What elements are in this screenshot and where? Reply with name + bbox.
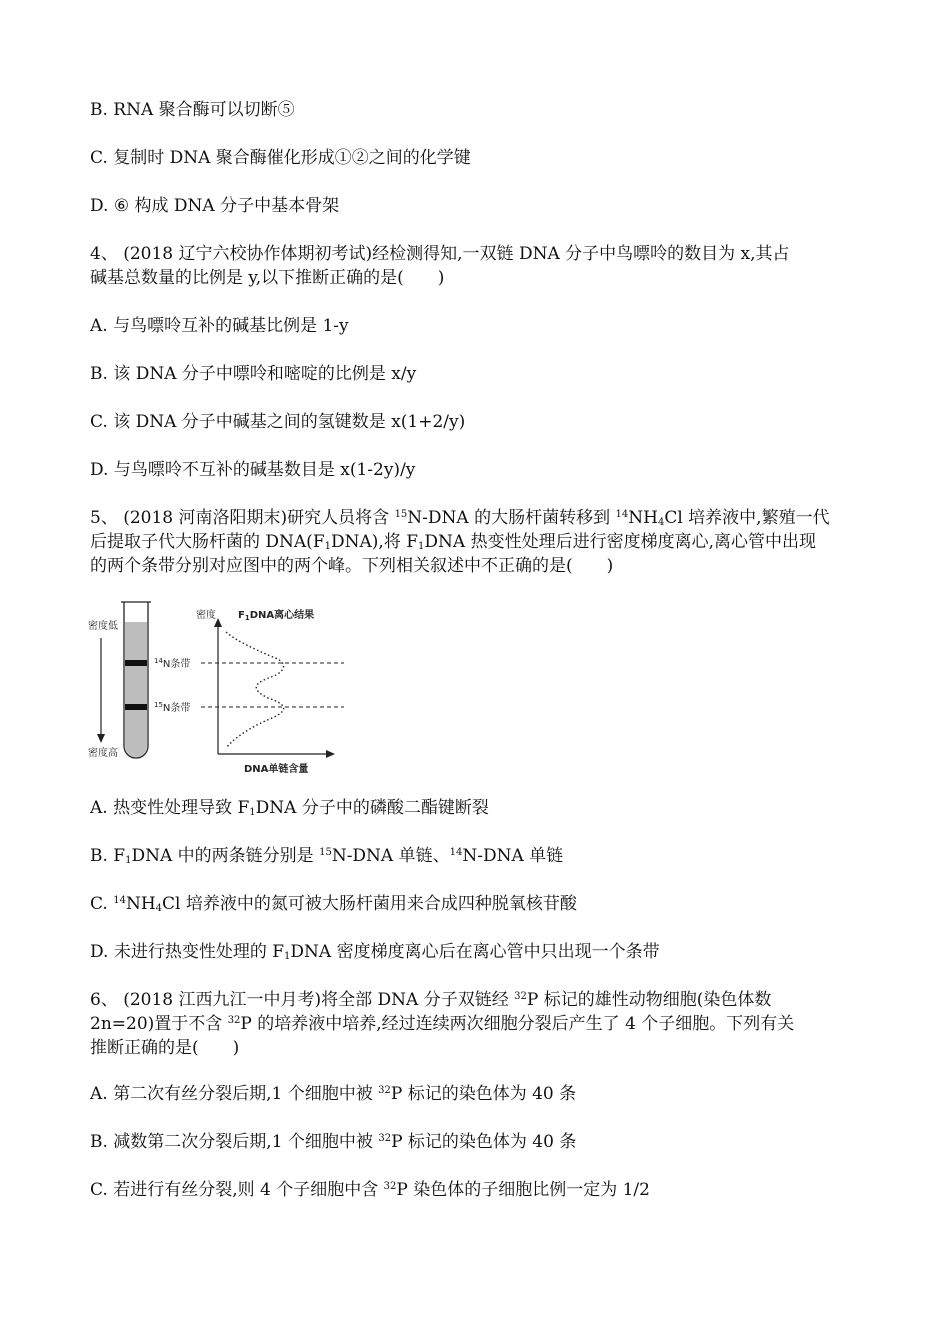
q5-option-b: B. $F_1DNA$ 中的两条链分别是 $^{15}$N-DNA 单链、$^{14}$N-DNA 单链 [90,846,564,866]
band-15n [125,704,147,710]
q5-stem-line-3: 的两个条带分别对应图中的两个峰。下列相关叙述中不正确的是( ) [90,556,614,576]
x-axis-arrow [326,750,335,758]
q4-option-a: A. 与鸟嘌呤互补的碱基比例是 1-y [90,316,349,336]
centrifuge-figure [88,596,358,780]
q4-stem [90,242,870,290]
band-15n-label: $^{15}$N条带 [154,701,191,714]
q6-stem [90,988,870,1060]
centrifuge-diagram [88,596,358,780]
density-axis-label: 密度 [196,610,216,621]
q5-stem-line-2: 后提取子代大肠杆菌的 $DNA(F_1DNA)$,将 $F_1DNA$ 热变性处理后进行密度梯度离心,离心管中出现 [90,532,816,552]
q5-stem-line-1: 5、 (2018 河南洛阳期末)研究人员将含 $^{15}$N-DNA 的大肠杆菌转移到 $^{14}NH_4Cl$ 培养液中,繁殖一代 [90,508,830,528]
density-arrow-head [97,734,105,743]
q6-option-b: B. 减数第二次分裂后期,1 个细胞中被 $^{32}$P 标记的染色体为 40 条 [90,1132,577,1152]
q6-stem-line-1: 6、 (2018 江西九江一中月考)将全部 DNA 分子双链经 $^{32}$P 标记的雄性动物细胞(染色体数 [90,990,772,1010]
x-axis-label: DNA单链含量 [244,764,309,775]
q4-stem-line-2: 碱基总数量的比例是 y,以下推断正确的是( ) [90,268,445,288]
q6-option-c: C. 若进行有丝分裂,则 4 个子细胞中含 $^{32}$P 染色体的子细胞比例一定为 1/2 [90,1180,650,1200]
q6-stem-line-2: 2n=20)置于不含 $^{32}$P 的培养液中培养,经过连续两次细胞分裂后产生了 4 个子细胞。下列有关 [90,1014,795,1034]
figure-title: $F_1DNA$离心结果 [238,610,315,622]
q3-option-c: C. 复制时 DNA 聚合酶催化形成①②之间的化学键 [90,148,471,168]
q6-stem-line-3: 推断正确的是( ) [90,1038,240,1058]
q5-option-c: C. $^{14}NH_4Cl$ 培养液中的氮可被大肠杆菌用来合成四种脱氧核苷酸 [90,894,577,914]
high-density-label: 密度高 [88,748,118,759]
q6-option-a: A. 第二次有丝分裂后期,1 个细胞中被 $^{32}$P 标记的染色体为 40 条 [90,1084,577,1104]
q3-option-b: B. RNA 聚合酶可以切断⑤ [90,100,295,120]
q3-option-d: D. ⑥ 构成 DNA 分子中基本骨架 [90,196,340,216]
distribution-curve [226,632,284,748]
q4-stem-line-1: 4、 (2018 辽宁六校协作体期初考试)经检测得知,一双链 DNA 分子中鸟嘌呤的数目为 x,其占 [90,244,790,264]
q4-option-b: B. 该 DNA 分子中嘌呤和嘧啶的比例是 x/y [90,364,417,384]
band-14n [125,660,147,666]
tube-liquid [125,622,147,757]
q5-option-a: A. 热变性处理导致 $F_1DNA$ 分子中的磷酸二酯键断裂 [90,798,489,818]
q5-option-d: D. 未进行热变性处理的 $F_1DNA$ 密度梯度离心后在离心管中只出现一个条带 [90,942,660,962]
q5-stem [90,506,870,578]
low-density-label: 密度低 [88,621,118,632]
band-14n-label: $^{14}$N条带 [154,657,191,670]
q4-option-d: D. 与鸟嘌呤不互补的碱基数目是 x(1-2y)/y [90,460,416,480]
q4-option-c: C. 该 DNA 分子中碱基之间的氢键数是 x(1+2/y) [90,412,466,432]
